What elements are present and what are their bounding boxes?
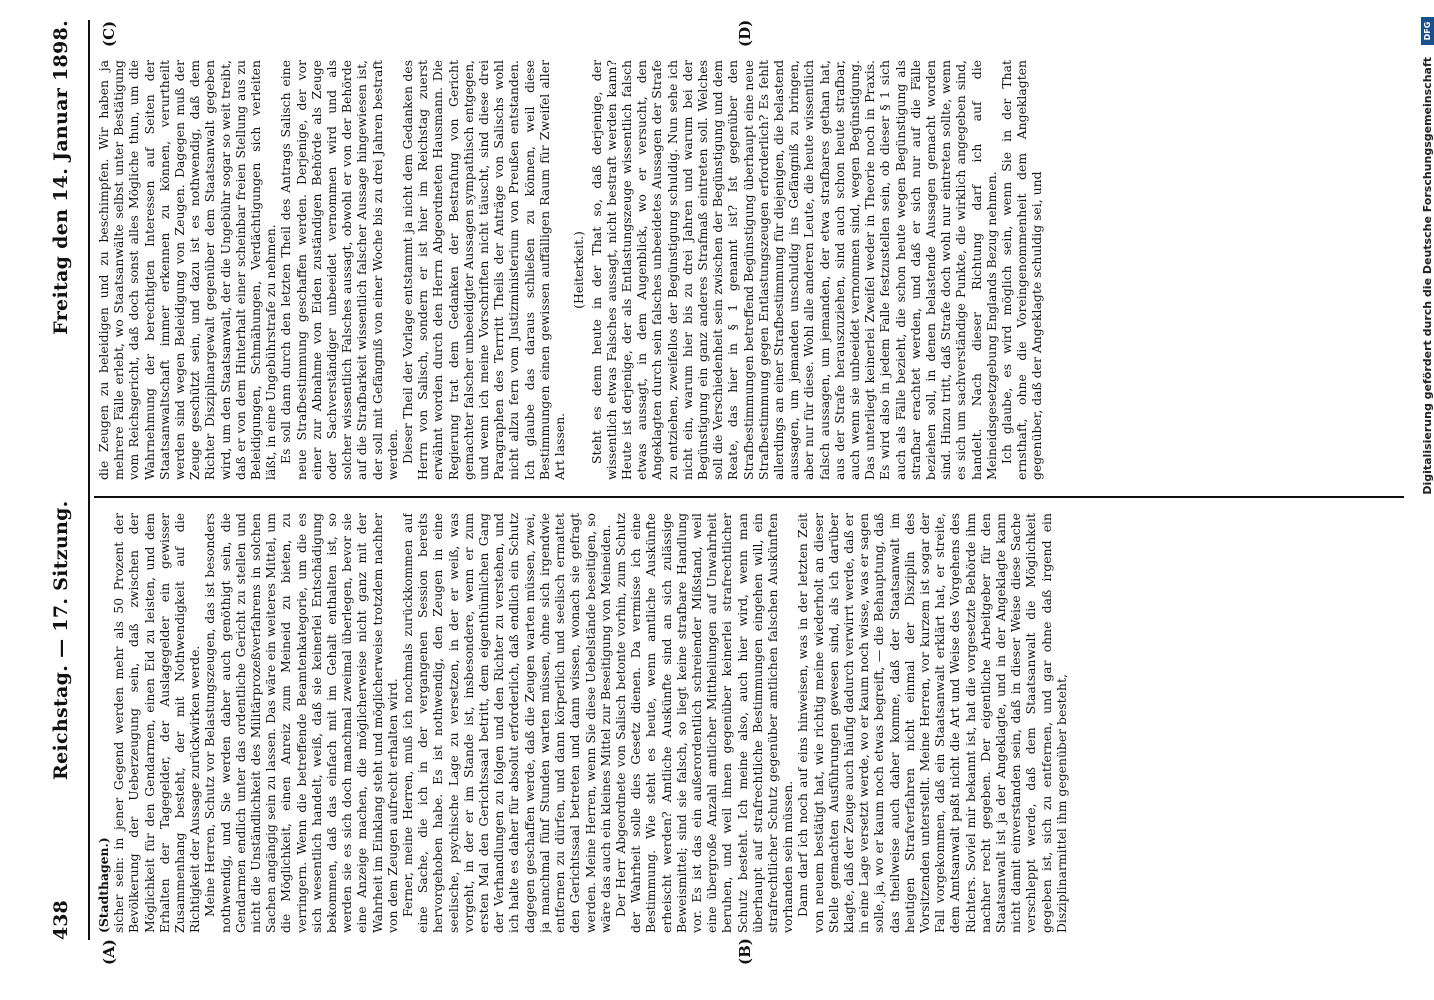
- margin-marker-d: (D): [736, 19, 754, 47]
- interjection: (Heiterkeit.): [571, 231, 587, 309]
- margin-marker-c: (C): [100, 20, 118, 47]
- paragraph: sicher sein: in jener Gegend werden mehr als 50 Prozent der Bevölkerung der Ueberzeugung sein, daß zwischen der Möglichkeit für den Gendarmen, einen Eid zu leisten, und dem Erhalten der Tagegelder, der Auslagegelder ein gewisser Zusammenhang besteht, der mit Nothwendigkeit auf die Richtigkeit der Aussage zurückwirken werde.: [111, 513, 203, 933]
- right-column: [96, 60, 1401, 480]
- margin-marker-a: (A): [100, 939, 118, 965]
- session-title: Reichstag. — 17. Sitzung.: [50, 500, 72, 780]
- credit-text: Digitalisierung gefördert durch die Deutsche Forschungsgemeinschaft: [1421, 57, 1434, 495]
- page-header: [44, 20, 84, 940]
- digitization-credit: [1421, 5, 1433, 995]
- paragraph: Steht es denn heute in der That so, daß derjenige, der wissentlich etwas Falsches aussagt, nicht bestraft werden kann? Heute ist derjenige, der als Entlastungszeuge wissentlich falsch etwas aussagt, in dem Augenblick, wo er versucht, den Angeklagten durch sein falsches unbeeidetes Aussagen der Strafe zu entziehen, zweifellos der Begünstigung schuldig. Nun sehe ich nicht ein, warum hier bis zu drei Jahren und warum bei der Begünstigung ein ganz anderes Strafmaß eintreten soll. Welches soll die Verschiedenheit sein zwischen der Begünstigung und dem Reate, das hier in § 1 genannt ist? Ist gegenüber den Strafbestimmungen betreffend Begünstigung überhaupt eine neue Strafbestimmung gegen Entlastungszeugen erforderlich? Es fehlt allerdings an einer Strafbestimmung für diejenigen, die belastend aussagen, um jemanden unschuldig ins Gefängniß zu bringen, aber nur für diese. Wohl alle anderen Leute, die heute wissentlich falsch aussagen, um jemanden, der etwa strafbares gethan hat, aus der Strafe herauszuziehen, sind auch schon heute strafbar, auch wenn sie unbeeidet vernommen sind, wegen Begünstigung. Das unterliegt keinerlei Zweifel weder in Theorie noch in Praxis. Es wird also in jedem Falle festzustellen sein, ob dieser § 1 sich auch als Fälle bezieht, die schon heute wegen Begünstigung als strafbar erachtet werden, und daß er sich nur auf die Fälle beziehen soll, in denen belastende Aussagen gemacht worden sind. Hinzu tritt, daß Strafe doch wohl nur eintreten sollte, wenn es sich um sachverständige Punkte, die wirklich angegeben sind, handelt. Nach dieser Richtung darf ich auf die Meineidsgesetzgebung Englands Bezug nehmen.: [588, 60, 999, 480]
- margin-marker-b: (B): [736, 938, 754, 965]
- paragraph: Ferner, meine Herren, muß ich nochmals zurückkommen auf eine Sache, die ich in der vergangenen Session bereits hervorgehoben habe. Es ist nothwendig, den Zeugen in eine seelische, psychische Lage zu versetzen, in der er weiß, was vorgeht, in der er im Stande ist, insbesondere, wenn er zum ersten Mal den Gerichtssaal betritt, dem eigenthümlichen Gang der Verhandlungen zu folgen und den Richter zu verstehen, und ich halte es daher für absolut erforderlich, daß endlich ein Schutz dagegen geschaffen werde, daß die Zeugen warten müssen, zwei, ja manchmal fünf Stunden warten müssen, ohne sich irgendwie entfernen zu dürfen, und dann körperlich und seelisch ermattet den Gerichtssaal betreten und dann wissen, wonach sie gefragt werden. Meine Herren, wenn Sie diese Uebelstände beseitigen, so wäre das auch ein kleines Mittel zur Beseitigung von Meineiden.: [400, 513, 613, 933]
- speaker-heading: (Stadthagen.): [96, 837, 111, 933]
- header-rule: [88, 20, 90, 940]
- paragraph: Meine Herren, Schutz vor Belastungszeugen, das ist besonders nothwendig, und Sie werden daher auch genöthigt sein, die Gendarmen endlich unter das ordentliche Gericht zu stellen und nicht die Unständlichkeit des Militärprozeßverfahrens in solchen Sachen angängig sein zu lassen. Das wäre ein weiteres Mittel, um die Möglichkeit, einen Anreiz zum Meineid zu bieten, zu verringern. Wenn die betreffende Beamtenkategorie, um die es sich wesentlich handelt, weiß, daß sie keinerlei Entschädigung bekommen, daß das einfach mit im Gehalt enthalten ist, so werden sie es sich doch manchmal zweimal überlegen, bevor sie eine Anzeige machen, die möglicherweise nicht ganz mit der Wahrheit im Einklang steht und möglicherweise trotzdem nachher von dem Zeugen aufrecht erhalten wird.: [202, 513, 400, 933]
- dfg-logo: DFG: [1421, 17, 1434, 45]
- paragraph: Dann darf ich noch auf eins hinweisen, was in der letzten Zeit von neuem bestätigt hat, wie richtig meine wiederholt an dieser Stelle gemachten Ausführungen gewesen sind, als ich darüber klagte, daß der Zeuge auch häufig dadurch verwirrt werde, daß er in eine Lage versetzt werde, wo er kaum noch wisse, was er sagen solle, ja, wo er kaum noch etwas begreift, — die Behauptung, daß das theilweise auch daher komme, daß der Staatsanwalt im heutigen Strafverfahren nicht einmal der Disziplin des Vorsitzenden unterstellt. Meine Herren, vor kurzem ist sogar der Fall vorgekommen, daß ein Staatsanwalt erklärt hat, er streite, dem Amtsanwalt paßt nicht die Art und Weise des Vorgehens des Richters. Soviel mir bekannt ist, hat die vorgesetzte Behörde ihm nachher recht gegeben. Der eigentliche Arbeitgeber für den Staatsanwalt ist ja der Angeklagte, und in der Angeklagte kann nicht damit einverstanden sein, daß in dieser Weise diese Sache verschleppt werde, daß dem Staatsanwalt die Möglichkeit gegeben ist, sich zu entfernen, und gar ohne daß irgend ein Disziplinarmittel ihm gegenüber besteht,: [795, 513, 1069, 933]
- left-column: [96, 513, 1401, 933]
- scanned-page: [0, 5, 1434, 995]
- paragraph: Es soll dann durch den letzten Theil des Antrags Salisch eine neue Strafbestimmung geschaffen werden. Derjenige, der vor einer zur Abnahme von Eiden zuständigen Behörde als Zeuge oder Sachverständiger unbeeidet vernommen wird und als solcher wissentlich Falsches aussagt, obwohl er von der Behörde auf die Strafbarkeit wissentlich falscher Aussage hingewiesen ist, der soll mit Gefängniß von einer Woche bis zu drei Jahren bestraft werden.: [278, 60, 400, 480]
- paragraph: Ich glaube, es wird möglich sein, wenn Sie in der That ernsthaft, ohne die Voreingenommenheit dem Angeklagten gegenüber, daß der Angeklagte schuldig sei, und: [998, 60, 1045, 480]
- paragraph: Dieser Theil der Vorlage entstammt ja nicht dem Gedanken des Herrn von Salisch, sondern er ist hier im Reichstag zuerst erwähnt worden durch den Herrn Abgeordneten Hausmann. Die Regierung trat dem Gedanken der Bestrafung von Gericht gemachter falscher unbeeidigter Aussagen sympathisch entgegen, und wenn ich meine Vorschriften nicht täuscht, sind diese drei Paragraphen des Terrritt Theils der Anträge von Salischs wohl nicht allzu fern vom Justizministerium von Preußen entstanden. Ich glaube das daraus schließen zu können, weil diese Bestimmungen einen gewissen auffälligen Raum für Zweifel aller Art lassen.: [400, 60, 568, 480]
- paragraph: die Zeugen zu beleidigen und zu beschimpfen. Wir haben ja mehrere Fälle erlebt, wo Staatsanwälte selbst unter Bestätigung vom Reichsgericht, daß doch sonst alles Mögliche thun, um die Wahrnehmung der berechtigten Interessen auf Seiten der Staatsanwaltschaft immer erkennen zu können, verurtheilt werden sind wegen Beleidigung von Zeugen. Dagegen muß der Zeuge geschützt sein, und dazu ist es nothwendig, daß dem Richter Disziplinargewalt gegenüber dem Staatsanwalt gegeben wird, um den Staatsanwalt, der die Ungebühr sogar so weit treibt, daß er von dem Hinterhalt einer scheinbar freien Stellung aus zu Beleidigungen, Schmähungen, Verdächtigungen sich verleiten läßt, in eine Ungebührstrafe zu nehmen.: [96, 60, 279, 480]
- paragraph: Der Herr Abgeordnete von Salisch betonte vorhin, zum Schutz der Wahrheit solle dies Gesetz dienen. Da vermisse ich eine Bestimmung. Wie steht es heute, wenn amtliche Auskünfte erheischt werden? Amtliche Auskünfte sind an sich zulässige Beweismittel; sind sie falsch, so liegt keine strafbare Handlung vor. Es ist das ein außerordentlich schreiender Mißstand, weil eine übergroße Anzahl amtlicher Mittheilungen auf Unwahrheit beruhen, und weil ihnen gegenüber keinerlei strafrechtlicher Schutz besteht. Ich meine also, auch hier wird, wenn man überhaupt auf strafrechtliche Bestimmungen eingehen will, ein strafrechtlicher Schutz gegenüber amtlichen falschen Auskünften vorhanden sein müssen.: [612, 513, 796, 933]
- column-divider: [94, 496, 1404, 498]
- page-number: 438: [50, 900, 72, 940]
- session-date: Freitag den 14. Januar 1898.: [50, 20, 72, 335]
